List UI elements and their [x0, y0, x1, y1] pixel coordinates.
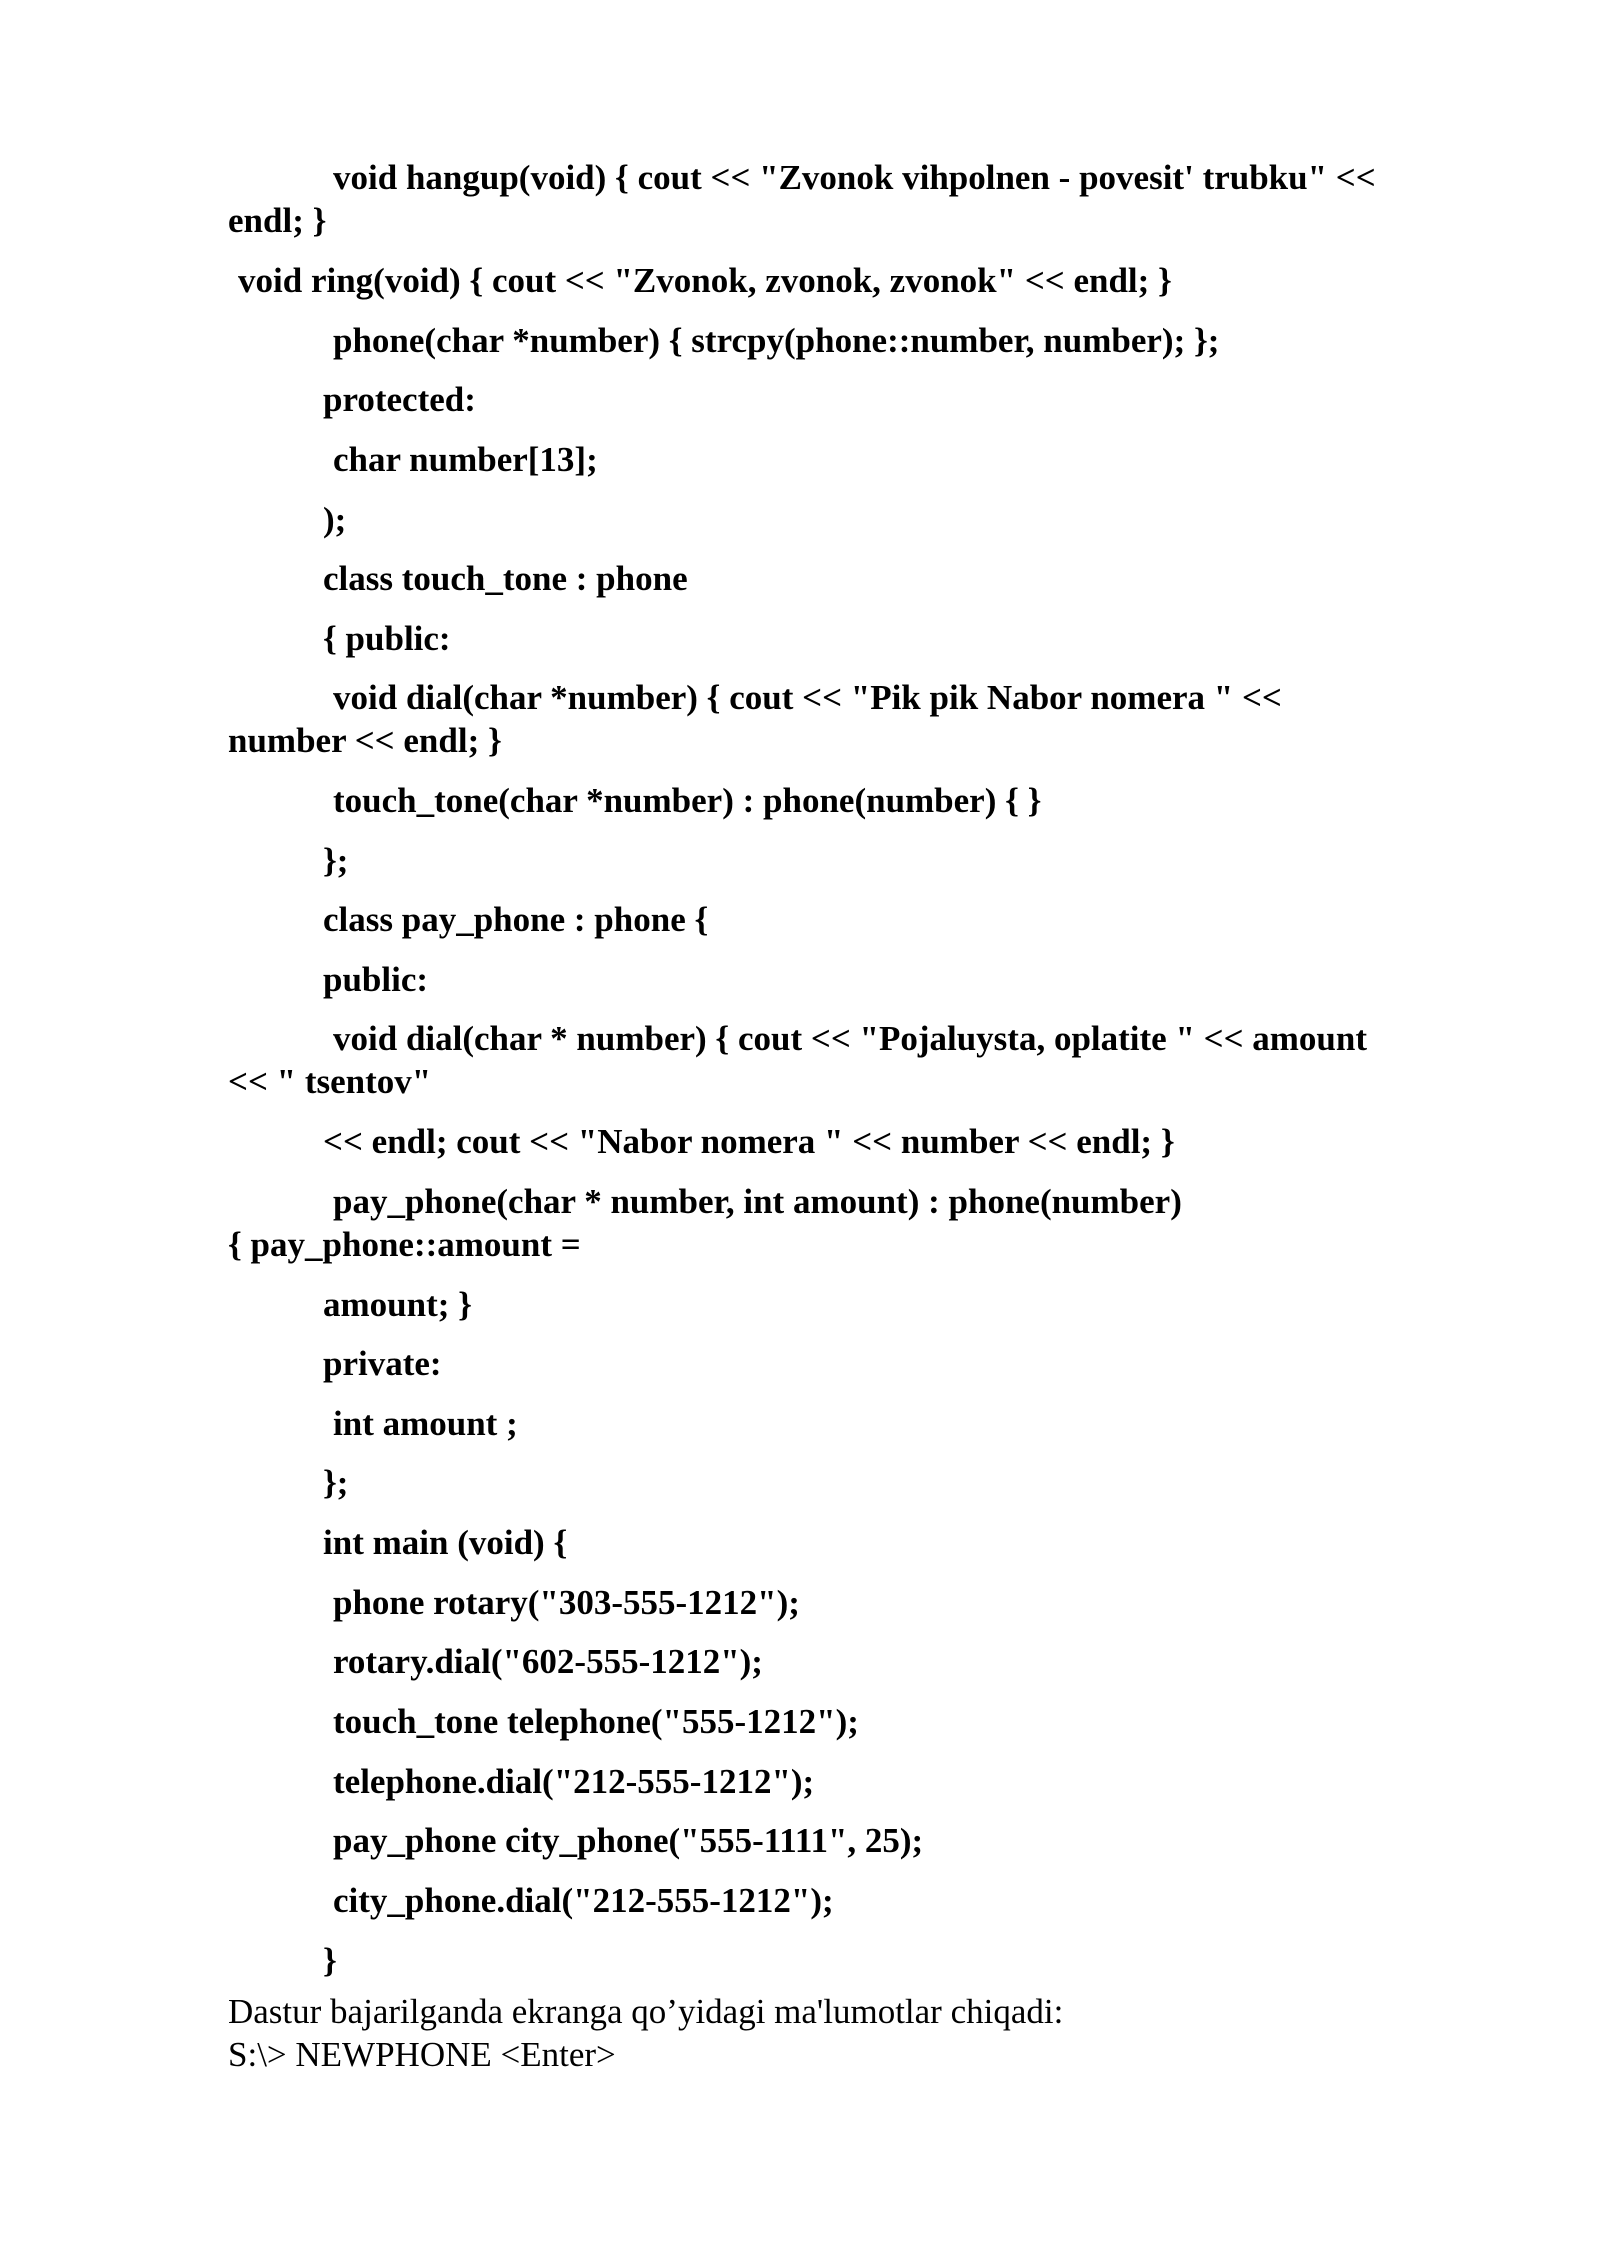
code-line: private: [323, 1344, 442, 1383]
code-line: telephone.dial("212-555-1212"); [333, 1762, 815, 1801]
code-line: }; [323, 1463, 349, 1502]
code-line: public: [323, 960, 429, 999]
code-line: pay_phone city_phone("555-1111", 25); [333, 1821, 924, 1860]
code-line: class pay_phone : phone { [323, 900, 709, 939]
command-text: S:\> NEWPHONE <Enter> [228, 2035, 616, 2074]
code-line: rotary.dial("602-555-1212"); [333, 1642, 763, 1681]
code-line: pay_phone(char * number, int amount) : phone(number) [333, 1182, 1182, 1221]
code-line: << endl; cout << "Nabor nomera " << number << endl; } [323, 1122, 1175, 1161]
code-line: int main (void) { [323, 1523, 568, 1562]
code-line: void dial(char *number) { cout << "Pik pik Nabor nomera " << [333, 678, 1282, 717]
code-line: number << endl; } [228, 721, 502, 760]
code-line: void ring(void) { cout << "Zvonok, zvonok, zvonok" << endl; } [238, 261, 1172, 300]
code-line: char number[13]; [333, 440, 598, 479]
code-line: endl; } [228, 201, 327, 240]
code-line: }; [323, 841, 349, 880]
code-line: } [323, 1941, 337, 1980]
code-line: { pay_phone::amount = [228, 1225, 581, 1264]
code-line: int amount ; [333, 1404, 518, 1443]
code-line: amount; } [323, 1285, 472, 1324]
code-line: { public: [323, 619, 451, 658]
code-line: ); [323, 500, 347, 539]
code-line: << " tsentov" [228, 1062, 432, 1101]
code-line: phone(char *number) { strcpy(phone::number, number); }; [333, 321, 1220, 360]
code-line: phone rotary("303-555-1212"); [333, 1583, 800, 1622]
code-line: touch_tone telephone("555-1212"); [333, 1702, 859, 1741]
code-line: void hangup(void) { cout << "Zvonok vihpolnen - povesit' trubku" << [333, 158, 1376, 197]
code-line: void dial(char * number) { cout << "Pojaluysta, oplatite " << amount [333, 1019, 1368, 1058]
description-text: Dastur bajarilganda ekranga qo’yidagi ma'lumotlar chiqadi: [228, 1992, 1064, 2031]
code-line: protected: [323, 380, 476, 419]
code-line: class touch_tone : phone [323, 559, 688, 598]
code-line: city_phone.dial("212-555-1212"); [333, 1881, 834, 1920]
code-line: touch_tone(char *number) : phone(number) { } [333, 781, 1042, 820]
